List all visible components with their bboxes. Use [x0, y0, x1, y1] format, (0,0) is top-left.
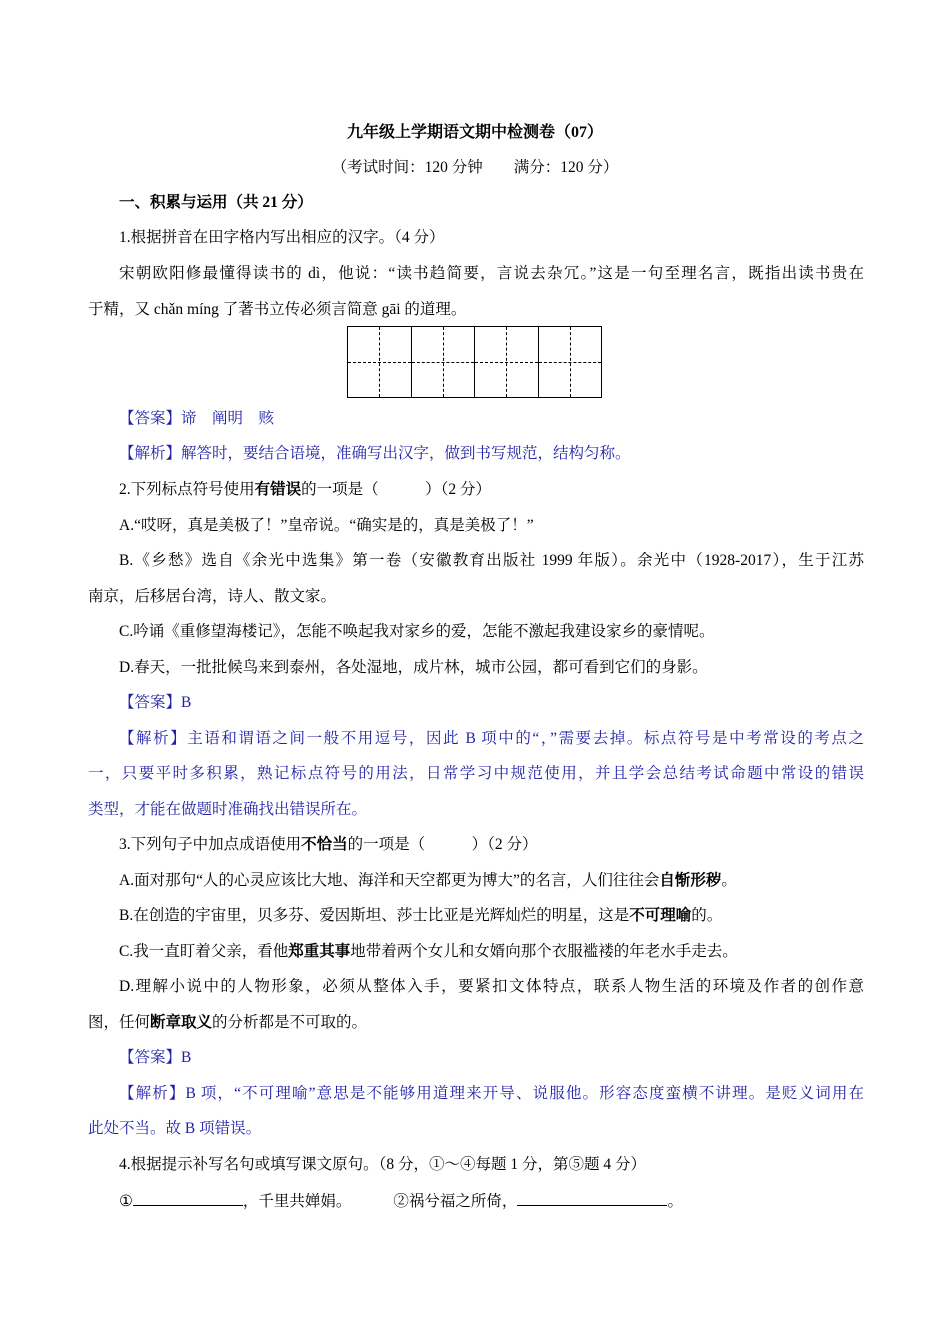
question-1-analysis	[119, 444, 631, 464]
question-4-items	[119, 1190, 683, 1212]
analysis-tag: 【解析】	[119, 445, 182, 462]
item-text: ②祸兮福之所倚，	[393, 1193, 518, 1210]
option-text: A.面对那句“人的心灵应该比大地、海洋和天空都更为博大”的名言，人们往往会	[119, 872, 660, 889]
idiom-emphasis: 不可理喻	[629, 907, 692, 924]
question-3-option-d-line1: D.理解小说中的人物形象，必须从整体入手，要紧扣文体特点，联系人物生活的环境及作者的创作意	[119, 978, 864, 995]
fill-in-blank-2[interactable]	[517, 1190, 667, 1206]
question-2-answer	[119, 693, 191, 713]
question-1-text-line1: 宋朝欧阳修最懂得读书的 dì，他说：“读书趋简要，言说去杂冗。”这是一句至理名言，既指出读书贵在	[119, 265, 864, 282]
tianzige-cell[interactable]	[539, 326, 603, 398]
analysis-text: 解答时，要结合语境，准确写出汉字，做到书写规范，结构匀称。	[181, 445, 631, 462]
idiom-emphasis: 断章取义	[150, 1014, 213, 1031]
stem-emphasis: 有错误	[254, 481, 302, 498]
question-2-analysis-line2: 一，只要平时多积累，熟记标点符号的用法，日常学习中规范使用，并且学会总结考试命题中常设的错误	[88, 765, 864, 782]
question-3-option-c	[119, 942, 738, 962]
question-2-option-a: A.“哎呀，真是美极了！”皇帝说。“确实是的，真是美极了！”	[119, 517, 534, 534]
question-3-option-b	[119, 906, 722, 926]
stem-text: 的一项是（ ）（2 分）	[347, 836, 538, 853]
option-text: 图，任何	[88, 1014, 151, 1031]
question-2-stem	[119, 480, 491, 500]
question-2-option-b-line1: B.《乡愁》选自《余光中选集》第一卷（安徽教育出版社 1999 年版）。余光中（1928-2017），生于江苏	[119, 552, 864, 569]
tianzige-cell[interactable]	[475, 326, 539, 398]
fill-in-blank-1[interactable]	[133, 1190, 243, 1206]
analysis-text: B 项，“不可理喻”意思是不能够用道理来开导、说服他。形容态度蛮横不讲理。是贬义词用在	[185, 1085, 864, 1102]
question-1-text-line2: 于精，又 chǎn míng 了著书立传必须言简意 gāi 的道理。	[88, 301, 467, 318]
question-3-analysis-line2: 此处不当。故 B 项错误。	[88, 1120, 262, 1137]
item-text: 。	[667, 1193, 683, 1210]
question-3-option-d-line2	[88, 1013, 367, 1033]
idiom-emphasis: 郑重其事	[288, 943, 351, 960]
stem-emphasis: 不恰当	[301, 836, 348, 853]
stem-text: 3.下列句子中加点成语使用	[119, 836, 302, 853]
answer-text: B	[181, 694, 192, 711]
question-3-analysis-line1	[119, 1084, 864, 1104]
idiom-emphasis: 自惭形秽	[659, 872, 722, 889]
question-2-option-c: C.吟诵《重修望海楼记》，怎能不唤起我对家乡的爱，怎能不激起我建设家乡的豪情呢。	[119, 623, 715, 640]
question-4-stem: 4.根据提示补写名句或填写课文原句。（8 分，①～④每题 1 分，第⑤题 4 分）	[119, 1156, 647, 1173]
option-text: 。	[721, 872, 737, 889]
question-3-option-a	[119, 871, 737, 891]
question-1-stem: 1.根据拼音在田字格内写出相应的汉字。（4 分）	[119, 229, 445, 246]
answer-tag: 【答案】	[119, 1049, 182, 1066]
tianzige-grid	[347, 326, 602, 398]
analysis-tag: 【解析】	[119, 1085, 186, 1102]
exam-info: （考试时间：120 分钟 满分：120 分）	[331, 159, 619, 176]
analysis-text: 主语和谓语之间一般不用逗号，因此 B 项中的“，”需要去掉。标点符号是中考常设的考点之	[187, 730, 864, 747]
section-heading: 一、积累与运用（共 21 分）	[119, 194, 313, 211]
question-1-answer	[119, 409, 274, 429]
question-3-stem	[119, 835, 538, 855]
answer-tag: 【答案】	[119, 694, 182, 711]
question-3-answer	[119, 1048, 191, 1068]
question-2-analysis-line3: 类型，才能在做题时准确找出错误所在。	[88, 801, 368, 818]
option-text: B.在创造的宇宙里，贝多芬、爱因斯坦、莎士比亚是光辉灿烂的明星，这是	[119, 907, 630, 924]
stem-text: 的一项是（ ）（2 分）	[301, 481, 492, 498]
answer-text: B	[181, 1049, 192, 1066]
question-2-option-d: D.春天，一批批候鸟来到泰州，各处湿地，成片林，城市公园，都可看到它们的身影。	[119, 659, 708, 676]
answer-text: 谛 阐明 赅	[181, 410, 275, 427]
option-text: 的分析都是不可取的。	[212, 1014, 368, 1031]
analysis-tag: 【解析】	[119, 730, 188, 747]
option-text: 的。	[691, 907, 723, 924]
tianzige-cell[interactable]	[412, 326, 476, 398]
item-number: ①	[119, 1193, 133, 1210]
stem-text: 2.下列标点符号使用	[119, 481, 255, 498]
option-text: 地带着两个女儿和女婿向那个衣服褴褛的年老水手走去。	[350, 943, 738, 960]
answer-tag: 【答案】	[119, 410, 182, 427]
page-title: 九年级上学期语文期中检测卷（07）	[346, 124, 603, 141]
option-text: C.我一直盯着父亲，看他	[119, 943, 289, 960]
question-2-option-b-line2: 南京，后移居台湾，诗人、散文家。	[88, 588, 337, 605]
question-2-analysis-line1	[119, 729, 864, 749]
tianzige-cell[interactable]	[347, 326, 412, 398]
item-text: ，千里共婵娟。	[242, 1193, 352, 1210]
